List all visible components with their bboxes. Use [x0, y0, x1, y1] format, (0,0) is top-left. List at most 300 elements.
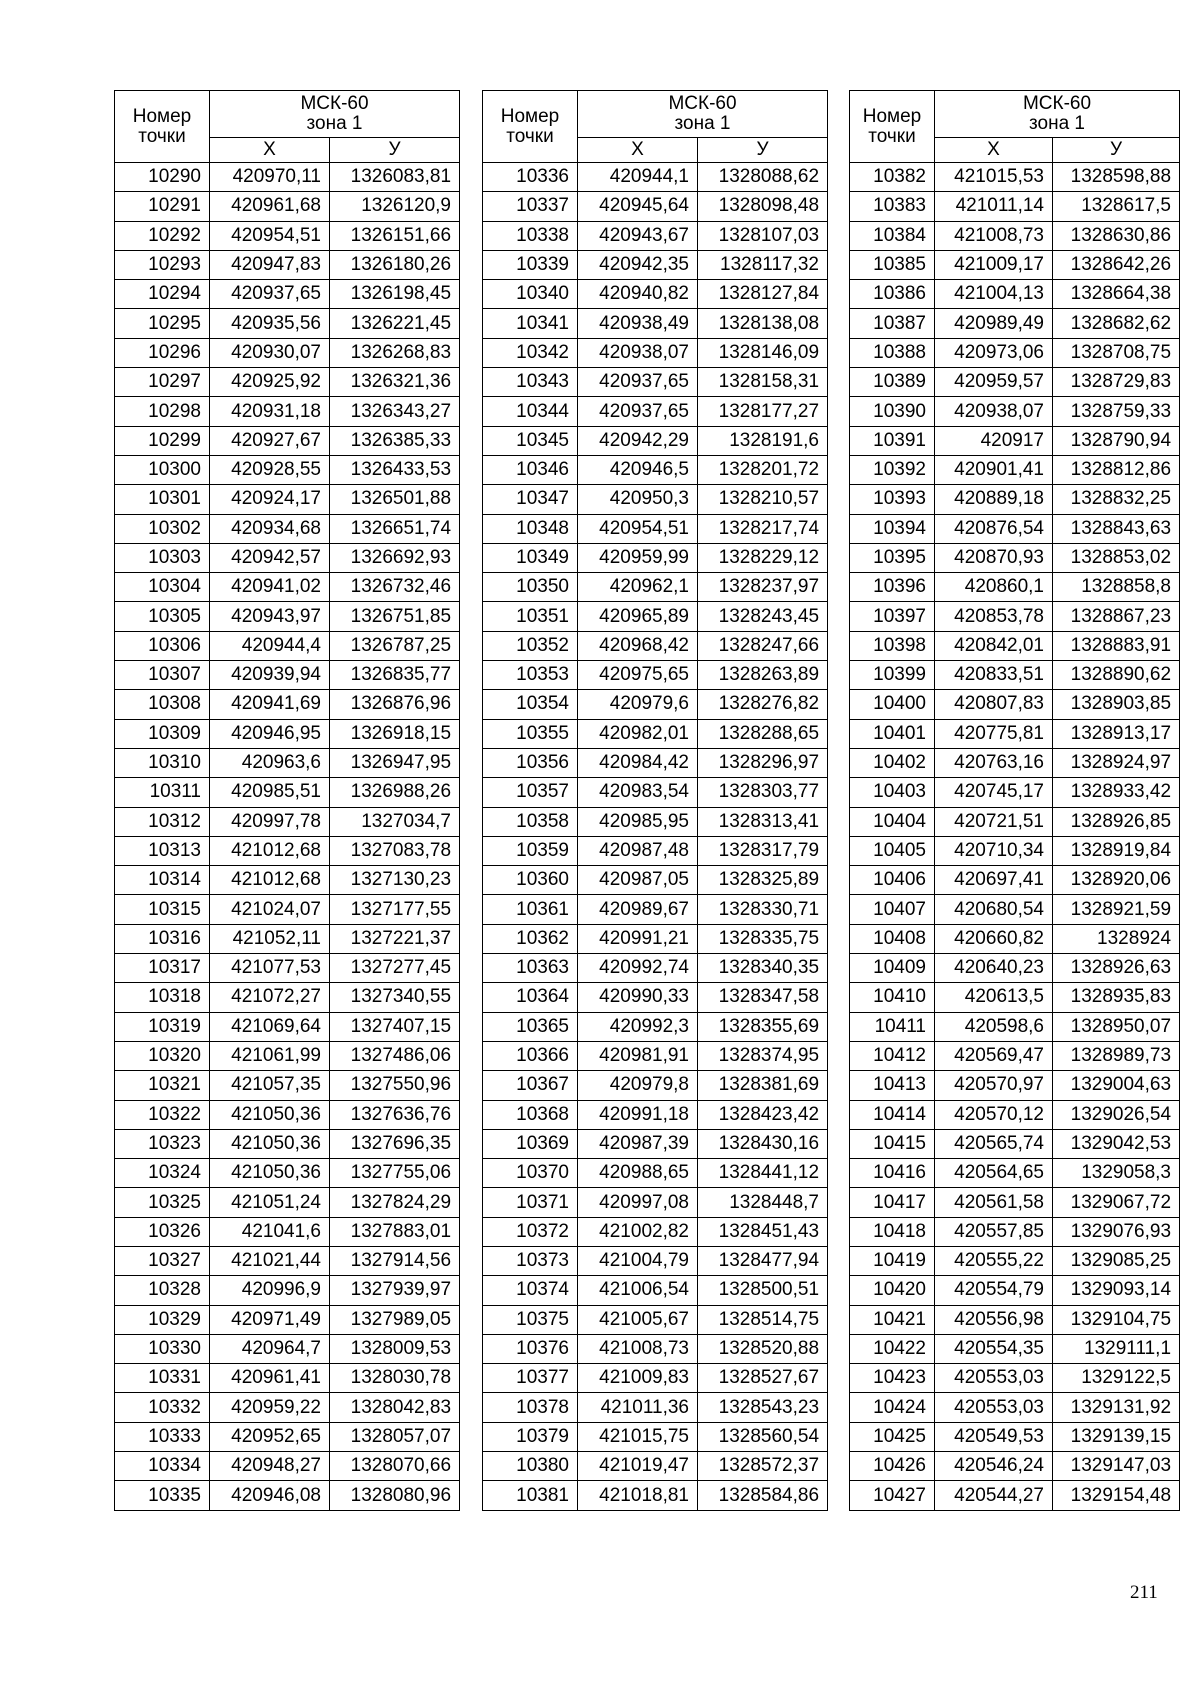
y-coordinate-cell: 1328514,75 [698, 1305, 828, 1334]
point-number-cell: 10395 [850, 543, 935, 572]
point-number-cell: 10384 [850, 221, 935, 250]
y-coordinate-cell: 1326918,15 [330, 719, 460, 748]
x-coordinate-cell: 420565,74 [935, 1129, 1053, 1158]
table-row [115, 1100, 460, 1129]
y-coordinate-cell: 1328790,94 [1053, 426, 1180, 455]
table-row [483, 661, 828, 690]
y-coordinate-cell: 1328430,16 [698, 1129, 828, 1158]
point-number-cell: 10380 [483, 1452, 578, 1481]
point-number-cell: 10427 [850, 1481, 935, 1510]
x-coordinate-cell: 420680,54 [935, 895, 1053, 924]
point-number-cell: 10354 [483, 690, 578, 719]
y-coordinate-cell: 1328890,62 [1053, 661, 1180, 690]
table-row [850, 1305, 1180, 1334]
y-coordinate-cell: 1329111,1 [1053, 1334, 1180, 1363]
point-number-cell: 10425 [850, 1422, 935, 1451]
point-number-cell: 10340 [483, 280, 578, 309]
coords-table-3 [849, 90, 1180, 1511]
x-coordinate-cell: 420553,03 [935, 1393, 1053, 1422]
point-number-cell: 10345 [483, 426, 578, 455]
table-row [483, 426, 828, 455]
table-row [850, 1188, 1180, 1217]
y-coordinate-cell: 1329104,75 [1053, 1305, 1180, 1334]
table-row [115, 368, 460, 397]
table-row [483, 1422, 828, 1451]
point-number-cell: 10324 [115, 1159, 210, 1188]
x-coordinate-cell: 421072,27 [210, 983, 330, 1012]
table-row [483, 1364, 828, 1393]
point-number-cell: 10407 [850, 895, 935, 924]
y-coordinate-cell: 1328317,79 [698, 836, 828, 865]
point-number-cell: 10335 [115, 1481, 210, 1510]
table-row [483, 1129, 828, 1158]
x-coordinate-cell: 420842,01 [935, 631, 1053, 660]
y-coordinate-cell: 1328243,45 [698, 602, 828, 631]
x-coordinate-cell: 420950,3 [578, 485, 698, 514]
x-coordinate-cell: 420870,93 [935, 543, 1053, 572]
header-point-number: Номер точки [115, 91, 210, 163]
table-row [483, 455, 828, 484]
table-row [115, 163, 460, 192]
table-row [850, 1452, 1180, 1481]
table-row [850, 1334, 1180, 1363]
y-coordinate-cell: 1326787,25 [330, 631, 460, 660]
y-coordinate-cell: 1326083,81 [330, 163, 460, 192]
y-coordinate-cell: 1327824,29 [330, 1188, 460, 1217]
table-row [483, 514, 828, 543]
table-row [483, 250, 828, 279]
point-number-cell: 10357 [483, 778, 578, 807]
y-coordinate-cell: 1328098,48 [698, 192, 828, 221]
table-row [850, 1481, 1180, 1510]
table-row [483, 866, 828, 895]
table-row [115, 250, 460, 279]
y-coordinate-cell: 1328584,86 [698, 1481, 828, 1510]
y-coordinate-cell: 1328441,12 [698, 1159, 828, 1188]
y-coordinate-cell: 1327407,15 [330, 1012, 460, 1041]
table-row [850, 1364, 1180, 1393]
table-row [483, 192, 828, 221]
point-number-cell: 10408 [850, 924, 935, 953]
table-row [115, 1012, 460, 1041]
y-coordinate-cell: 1326268,83 [330, 338, 460, 367]
table-row [115, 924, 460, 953]
table-row [115, 514, 460, 543]
point-number-cell: 10370 [483, 1159, 578, 1188]
point-number-cell: 10368 [483, 1100, 578, 1129]
table-row [115, 1071, 460, 1100]
table-row [483, 1159, 828, 1188]
x-coordinate-cell: 420959,99 [578, 543, 698, 572]
table-row [850, 163, 1180, 192]
x-coordinate-cell: 420989,67 [578, 895, 698, 924]
y-coordinate-cell: 1328924 [1053, 924, 1180, 953]
point-number-cell: 10401 [850, 719, 935, 748]
x-coordinate-cell: 420954,51 [210, 221, 330, 250]
x-coordinate-cell: 420987,48 [578, 836, 698, 865]
point-number-cell: 10331 [115, 1364, 210, 1393]
y-coordinate-cell: 1328527,67 [698, 1364, 828, 1393]
coords-table-1 [114, 90, 460, 1511]
x-coordinate-cell: 420941,02 [210, 573, 330, 602]
table-row [115, 954, 460, 983]
table-row [115, 807, 460, 836]
x-coordinate-cell: 420937,65 [578, 397, 698, 426]
table-row [115, 631, 460, 660]
table-row [850, 1012, 1180, 1041]
x-coordinate-cell: 420997,78 [210, 807, 330, 836]
y-coordinate-cell: 1328247,66 [698, 631, 828, 660]
x-coordinate-cell: 420927,67 [210, 426, 330, 455]
table-row [483, 1246, 828, 1275]
x-coordinate-cell: 420959,57 [935, 368, 1053, 397]
table-row [850, 1159, 1180, 1188]
table-row [115, 1452, 460, 1481]
point-number-cell: 10302 [115, 514, 210, 543]
table-row [850, 1071, 1180, 1100]
table-row [483, 368, 828, 397]
table-row [483, 1305, 828, 1334]
point-number-cell: 10402 [850, 748, 935, 777]
point-number-cell: 10339 [483, 250, 578, 279]
x-coordinate-cell: 420941,69 [210, 690, 330, 719]
table-row [115, 866, 460, 895]
table-row [850, 397, 1180, 426]
point-number-cell: 10325 [115, 1188, 210, 1217]
point-number-cell: 10353 [483, 661, 578, 690]
point-number-cell: 10374 [483, 1276, 578, 1305]
y-coordinate-cell: 1327914,56 [330, 1246, 460, 1275]
point-number-cell: 10364 [483, 983, 578, 1012]
x-coordinate-cell: 420710,34 [935, 836, 1053, 865]
y-coordinate-cell: 1328729,83 [1053, 368, 1180, 397]
x-coordinate-cell: 420973,06 [935, 338, 1053, 367]
header-x: Х [935, 138, 1053, 163]
y-coordinate-cell: 1328276,82 [698, 690, 828, 719]
y-coordinate-cell: 1326988,26 [330, 778, 460, 807]
y-coordinate-cell: 1329004,63 [1053, 1071, 1180, 1100]
x-coordinate-cell: 420981,91 [578, 1041, 698, 1070]
y-coordinate-cell: 1328335,75 [698, 924, 828, 953]
table-row [115, 192, 460, 221]
point-number-cell: 10300 [115, 455, 210, 484]
table-row [850, 1393, 1180, 1422]
y-coordinate-cell: 1326751,85 [330, 602, 460, 631]
point-number-cell: 10381 [483, 1481, 578, 1510]
point-number-cell: 10375 [483, 1305, 578, 1334]
x-coordinate-cell: 421015,53 [935, 163, 1053, 192]
table-row [850, 719, 1180, 748]
x-coordinate-cell: 420925,92 [210, 368, 330, 397]
y-coordinate-cell: 1328088,62 [698, 163, 828, 192]
x-coordinate-cell: 420979,6 [578, 690, 698, 719]
table-row [115, 602, 460, 631]
point-number-cell: 10336 [483, 163, 578, 192]
point-number-cell: 10361 [483, 895, 578, 924]
point-number-cell: 10404 [850, 807, 935, 836]
table-row [850, 661, 1180, 690]
x-coordinate-cell: 420613,5 [935, 983, 1053, 1012]
point-number-cell: 10420 [850, 1276, 935, 1305]
x-coordinate-cell: 420763,16 [935, 748, 1053, 777]
y-coordinate-cell: 1329067,72 [1053, 1188, 1180, 1217]
y-coordinate-cell: 1328217,74 [698, 514, 828, 543]
table-row [115, 690, 460, 719]
y-coordinate-cell: 1328070,66 [330, 1452, 460, 1481]
y-coordinate-cell: 1328374,95 [698, 1041, 828, 1070]
y-coordinate-cell: 1327550,96 [330, 1071, 460, 1100]
header-coordinate-system: МСК-60 зона 1 [935, 91, 1180, 138]
y-coordinate-cell: 1328832,25 [1053, 485, 1180, 514]
header-x: Х [578, 138, 698, 163]
table-row [115, 1159, 460, 1188]
point-number-cell: 10406 [850, 866, 935, 895]
x-coordinate-cell: 420987,05 [578, 866, 698, 895]
point-number-cell: 10295 [115, 309, 210, 338]
x-coordinate-cell: 420946,5 [578, 455, 698, 484]
x-coordinate-cell: 420987,39 [578, 1129, 698, 1158]
table-row [483, 309, 828, 338]
y-coordinate-cell: 1328926,85 [1053, 807, 1180, 836]
y-coordinate-cell: 1328325,89 [698, 866, 828, 895]
point-number-cell: 10410 [850, 983, 935, 1012]
x-coordinate-cell: 420971,49 [210, 1305, 330, 1334]
point-number-cell: 10396 [850, 573, 935, 602]
table-row [483, 1481, 828, 1510]
x-coordinate-cell: 420860,1 [935, 573, 1053, 602]
table-row [483, 1452, 828, 1481]
x-coordinate-cell: 420554,35 [935, 1334, 1053, 1363]
x-coordinate-cell: 421011,14 [935, 192, 1053, 221]
point-number-cell: 10342 [483, 338, 578, 367]
y-coordinate-cell: 1328843,63 [1053, 514, 1180, 543]
table-row [115, 836, 460, 865]
y-coordinate-cell: 1328448,7 [698, 1188, 828, 1217]
y-coordinate-cell: 1328903,85 [1053, 690, 1180, 719]
point-number-cell: 10292 [115, 221, 210, 250]
y-coordinate-cell: 1328500,51 [698, 1276, 828, 1305]
point-number-cell: 10377 [483, 1364, 578, 1393]
table-row [115, 485, 460, 514]
x-coordinate-cell: 420992,3 [578, 1012, 698, 1041]
y-coordinate-cell: 1328117,32 [698, 250, 828, 279]
point-number-cell: 10304 [115, 573, 210, 602]
y-coordinate-cell: 1328355,69 [698, 1012, 828, 1041]
point-number-cell: 10373 [483, 1246, 578, 1275]
point-number-cell: 10376 [483, 1334, 578, 1363]
x-coordinate-cell: 420598,6 [935, 1012, 1053, 1041]
y-coordinate-cell: 1328520,88 [698, 1334, 828, 1363]
x-coordinate-cell: 420939,94 [210, 661, 330, 690]
y-coordinate-cell: 1327883,01 [330, 1217, 460, 1246]
x-coordinate-cell: 420946,95 [210, 719, 330, 748]
point-number-cell: 10389 [850, 368, 935, 397]
y-coordinate-cell: 1327939,97 [330, 1276, 460, 1305]
x-coordinate-cell: 420940,82 [578, 280, 698, 309]
y-coordinate-cell: 1328598,88 [1053, 163, 1180, 192]
point-number-cell: 10413 [850, 1071, 935, 1100]
table-row [483, 983, 828, 1012]
point-number-cell: 10320 [115, 1041, 210, 1070]
point-number-cell: 10386 [850, 280, 935, 309]
x-coordinate-cell: 420947,83 [210, 250, 330, 279]
table-row [850, 485, 1180, 514]
y-coordinate-cell: 1328933,42 [1053, 778, 1180, 807]
x-coordinate-cell: 420948,27 [210, 1452, 330, 1481]
x-coordinate-cell: 420989,49 [935, 309, 1053, 338]
x-coordinate-cell: 420775,81 [935, 719, 1053, 748]
point-number-cell: 10400 [850, 690, 935, 719]
table-row [850, 426, 1180, 455]
point-number-cell: 10383 [850, 192, 935, 221]
point-number-cell: 10306 [115, 631, 210, 660]
y-coordinate-cell: 1328664,38 [1053, 280, 1180, 309]
y-coordinate-cell: 1328423,42 [698, 1100, 828, 1129]
point-number-cell: 10305 [115, 602, 210, 631]
point-number-cell: 10405 [850, 836, 935, 865]
x-coordinate-cell: 420962,1 [578, 573, 698, 602]
x-coordinate-cell: 420975,65 [578, 661, 698, 690]
point-number-cell: 10330 [115, 1334, 210, 1363]
header-point-number: Номер точки [483, 91, 578, 163]
table-row [115, 983, 460, 1012]
y-coordinate-cell: 1329147,03 [1053, 1452, 1180, 1481]
table-row [483, 690, 828, 719]
point-number-cell: 10297 [115, 368, 210, 397]
point-number-cell: 10424 [850, 1393, 935, 1422]
point-number-cell: 10397 [850, 602, 935, 631]
table-row [115, 1481, 460, 1510]
x-coordinate-cell: 420555,22 [935, 1246, 1053, 1275]
y-coordinate-cell: 1326835,77 [330, 661, 460, 690]
x-coordinate-cell: 421011,36 [578, 1393, 698, 1422]
table-row [850, 573, 1180, 602]
table-row [115, 1276, 460, 1305]
point-number-cell: 10411 [850, 1012, 935, 1041]
table-row [850, 368, 1180, 397]
point-number-cell: 10360 [483, 866, 578, 895]
header-y: У [330, 138, 460, 163]
x-coordinate-cell: 420942,35 [578, 250, 698, 279]
x-coordinate-cell: 420931,18 [210, 397, 330, 426]
x-coordinate-cell: 420943,67 [578, 221, 698, 250]
y-coordinate-cell: 1328042,83 [330, 1393, 460, 1422]
y-coordinate-cell: 1328340,35 [698, 954, 828, 983]
y-coordinate-cell: 1327340,55 [330, 983, 460, 1012]
y-coordinate-cell: 1328057,07 [330, 1422, 460, 1451]
point-number-cell: 10426 [850, 1452, 935, 1481]
x-coordinate-cell: 420876,54 [935, 514, 1053, 543]
x-coordinate-cell: 421006,54 [578, 1276, 698, 1305]
point-number-cell: 10303 [115, 543, 210, 572]
y-coordinate-cell: 1327277,45 [330, 954, 460, 983]
point-number-cell: 10422 [850, 1334, 935, 1363]
y-coordinate-cell: 1326180,26 [330, 250, 460, 279]
y-coordinate-cell: 1328989,73 [1053, 1041, 1180, 1070]
point-number-cell: 10337 [483, 192, 578, 221]
point-number-cell: 10298 [115, 397, 210, 426]
x-coordinate-cell: 420570,97 [935, 1071, 1053, 1100]
x-coordinate-cell: 420937,65 [210, 280, 330, 309]
y-coordinate-cell: 1329076,93 [1053, 1217, 1180, 1246]
point-number-cell: 10309 [115, 719, 210, 748]
table-row [850, 690, 1180, 719]
x-coordinate-cell: 421050,36 [210, 1129, 330, 1158]
x-coordinate-cell: 421077,53 [210, 954, 330, 983]
y-coordinate-cell: 1326947,95 [330, 748, 460, 777]
x-coordinate-cell: 420934,68 [210, 514, 330, 543]
table-row [115, 719, 460, 748]
point-number-cell: 10348 [483, 514, 578, 543]
point-number-cell: 10365 [483, 1012, 578, 1041]
x-coordinate-cell: 420979,8 [578, 1071, 698, 1100]
point-number-cell: 10352 [483, 631, 578, 660]
y-coordinate-cell: 1328237,97 [698, 573, 828, 602]
point-number-cell: 10418 [850, 1217, 935, 1246]
y-coordinate-cell: 1328451,43 [698, 1217, 828, 1246]
x-coordinate-cell: 420564,65 [935, 1159, 1053, 1188]
x-coordinate-cell: 420924,17 [210, 485, 330, 514]
point-number-cell: 10328 [115, 1276, 210, 1305]
y-coordinate-cell: 1329026,54 [1053, 1100, 1180, 1129]
y-coordinate-cell: 1328138,08 [698, 309, 828, 338]
y-coordinate-cell: 1328313,41 [698, 807, 828, 836]
y-coordinate-cell: 1328812,86 [1053, 455, 1180, 484]
x-coordinate-cell: 420570,12 [935, 1100, 1053, 1129]
y-coordinate-cell: 1329058,3 [1053, 1159, 1180, 1188]
point-number-cell: 10388 [850, 338, 935, 367]
point-number-cell: 10322 [115, 1100, 210, 1129]
point-number-cell: 10329 [115, 1305, 210, 1334]
point-number-cell: 10362 [483, 924, 578, 953]
point-number-cell: 10403 [850, 778, 935, 807]
x-coordinate-cell: 420930,07 [210, 338, 330, 367]
table-row [850, 983, 1180, 1012]
x-coordinate-cell: 420985,95 [578, 807, 698, 836]
table-row [850, 192, 1180, 221]
y-coordinate-cell: 1327034,7 [330, 807, 460, 836]
point-number-cell: 10343 [483, 368, 578, 397]
point-number-cell: 10369 [483, 1129, 578, 1158]
table-row [115, 221, 460, 250]
y-coordinate-cell: 1328883,91 [1053, 631, 1180, 660]
y-coordinate-cell: 1327130,23 [330, 866, 460, 895]
x-coordinate-cell: 420945,64 [578, 192, 698, 221]
table-row [115, 1041, 460, 1070]
x-coordinate-cell: 420952,65 [210, 1422, 330, 1451]
x-coordinate-cell: 420946,08 [210, 1481, 330, 1510]
x-coordinate-cell: 421012,68 [210, 866, 330, 895]
y-coordinate-cell: 1329093,14 [1053, 1276, 1180, 1305]
table-row [850, 514, 1180, 543]
point-number-cell: 10378 [483, 1393, 578, 1422]
x-coordinate-cell: 421009,83 [578, 1364, 698, 1393]
table-row [483, 602, 828, 631]
y-coordinate-cell: 1326151,66 [330, 221, 460, 250]
header-point-number: Номер точки [850, 91, 935, 163]
x-coordinate-cell: 420965,89 [578, 602, 698, 631]
table-row [483, 338, 828, 367]
table-row [115, 1422, 460, 1451]
x-coordinate-cell: 421052,11 [210, 924, 330, 953]
x-coordinate-cell: 421050,36 [210, 1159, 330, 1188]
y-coordinate-cell: 1327989,05 [330, 1305, 460, 1334]
x-coordinate-cell: 420944,4 [210, 631, 330, 660]
point-number-cell: 10317 [115, 954, 210, 983]
x-coordinate-cell: 421012,68 [210, 836, 330, 865]
y-coordinate-cell: 1328030,78 [330, 1364, 460, 1393]
table-row [850, 280, 1180, 309]
